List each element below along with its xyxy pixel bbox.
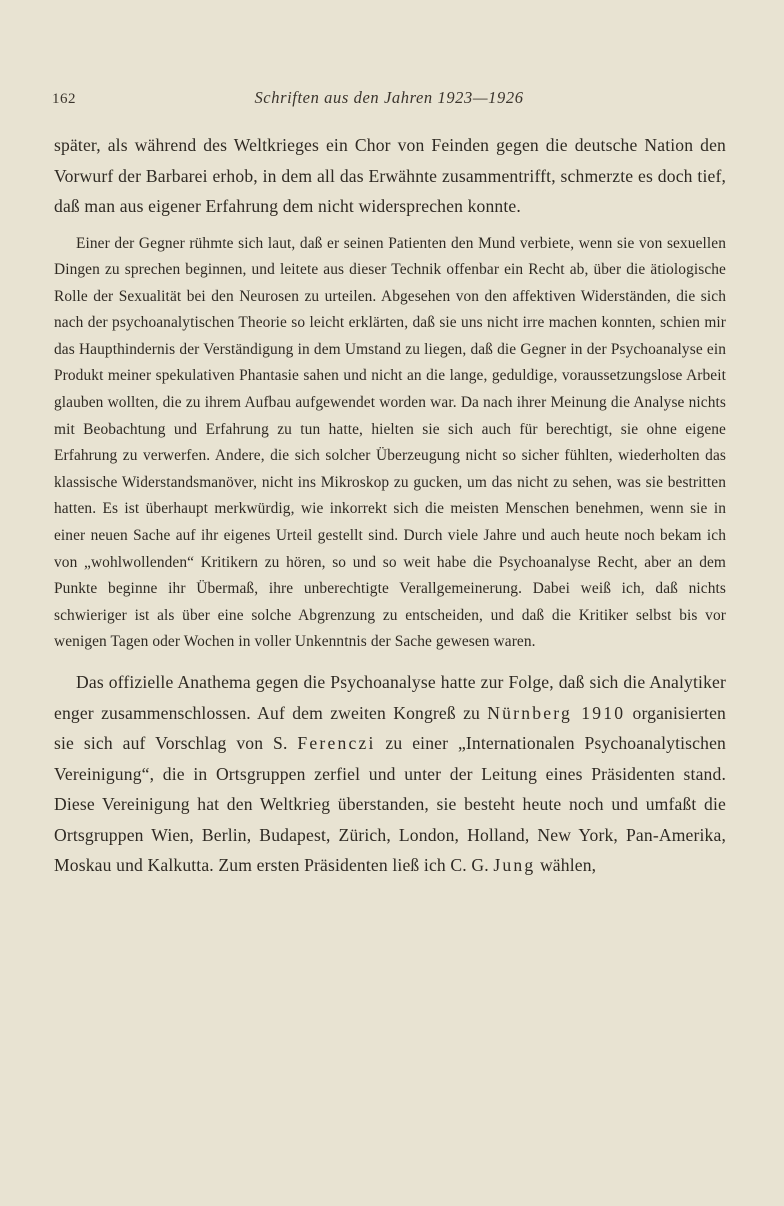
name-ferenczi: Ferenczi	[297, 733, 376, 753]
paragraph-3-part-3: zu einer „Internationalen Psychoanalytischen Vereinigung“, die in Ortsgruppen zerfiel und unter der Leitung eines Präsidenten stand. Diese Vereinigung hat den Weltkrieg überstanden, sie besteht heute noch und umfaßt die Ortsgruppen Wien, Berlin, Budapest, Zürich, London, Holland, New York, Pan-Amerika, Moskau und Kalkutta. Zum ersten Präsidenten ließ ich C. G.	[54, 733, 726, 875]
paragraph-3-part-1: Das offizielle Anathema gegen die Psychoanalyse hatte zur Folge, daß sich die Analytiker enger zusammenschlossen. Auf dem zweiten Kongreß zu	[54, 672, 726, 723]
paragraph-3	[54, 667, 726, 881]
paragraph-2: Einer der Gegner rühmte sich laut, daß er seinen Patienten den Mund verbiete, wenn sie von sexuellen Dingen zu sprechen beginnen, und leitete aus dieser Technik offenbar ein Recht ab, über die ätiologische Rolle der Sexualität bei den Neurosen zu urteilen. Abgesehen von den affektiven Widerständen, die sich nach der psychoanalytischen Theorie so leicht erklärten, daß sie uns nicht irre machen konnten, schien mir das Haupthindernis der Verständigung in dem Umstand zu liegen, daß die Gegner in der Psychoanalyse ein Produkt meiner spekulativen Phantasie sahen und nicht an die lange, geduldige, voraussetzungslose Arbeit glauben wollten, die zu ihrem Aufbau aufgewendet worden war. Da nach ihrer Meinung die Analyse nichts mit Beobachtung und Erfahrung zu tun hatte, hielten sie sich auch für berechtigt, sie ohne eigene Erfahrung zu verwerfen. Andere, die sich solcher Überzeugung nicht so sicher fühlten, wiederholten das klassische Widerstandsmanöver, nicht ins Mikroskop zu gucken, um das nicht zu sehen, was sie bestritten hatten. Es ist überhaupt merkwürdig, wie inkorrekt sich die meisten Menschen benehmen, wenn sie in einer neuen Sache auf ihr eigenes Urteil gestellt sind. Durch viele Jahre und auch heute noch bekam ich von „wohlwollenden“ Kritikern zu hören, so und so weit habe die Psychoanalyse Recht, aber an dem Punkte beginne ihr Übermaß, ihre unberechtigte Verallgemeinerung. Dabei weiß ich, daß nichts schwieriger ist als über eine solche Abgrenzung zu entscheiden, und daß die Kritiker selbst bis vor wenigen Tagen oder Wochen in voller Unkenntnis der Sache gewesen waren.	[54, 234, 726, 651]
page-number: 162	[52, 91, 76, 107]
running-head: Schriften aus den Jahren 1923—1926	[254, 88, 524, 107]
place-date-nuernberg: Nürnberg 1910	[487, 702, 626, 723]
page-header	[52, 88, 732, 108]
paragraph-3-part-2: organisierten sie sich auf Vorschlag von S.	[54, 702, 726, 753]
name-jung: Jung	[493, 855, 536, 875]
paragraph-1: später, als während des Weltkrieges ein Chor von Feinden gegen die deutsche Nation den Vorwurf der Barbarei erhob, in dem all das Erwähnte zusammentrifft, schmerzte es doch tief, daß man aus eigener Erfahrung dem nicht widersprechen konnte.	[54, 135, 726, 216]
paragraph-3-part-4: wählen,	[535, 855, 597, 875]
body-text	[52, 130, 732, 881]
